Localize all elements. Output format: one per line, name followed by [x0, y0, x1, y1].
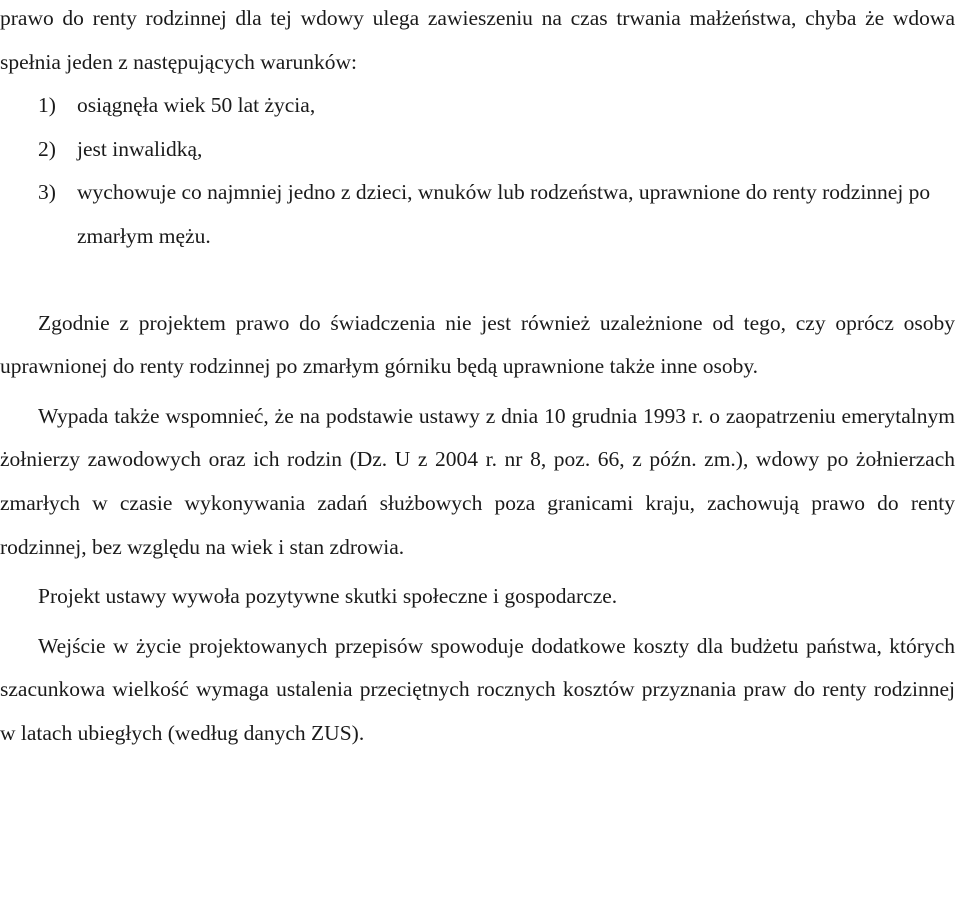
list-item-number: 2)	[38, 136, 56, 161]
paragraph-soldiers-widows: Wypada także wspomnieć, że na podstawie ustawy z dnia 10 grudnia 1993 r. o zaopatrzeniu emerytalnym żołnierzy zawodowych oraz ich rodzin (Dz. U z 2004 r. nr 8, poz. 66, z późn. zm.), wdowy po żołnierzach zmarłych w czasie wykonywania zadań służbowych poza granicami kraju, zachowują prawo do renty rodzinnej, bez względu na wiek i stan zdrowia.	[0, 403, 955, 559]
intro-paragraph: prawo do renty rodzinnej dla tej wdowy ulega zawieszeniu na czas trwania małżeństwa, chyba że wdowa spełnia jeden z następujących warunków:	[0, 6, 955, 74]
list-item-text: wychowuje co najmniej jedno z dzieci, wnuków lub rodzeństwa, uprawnione do renty rodzinnej po zmarłym mężu.	[77, 180, 931, 248]
list-item	[0, 171, 955, 258]
list-item	[0, 128, 955, 172]
list-item-text: osiągnęła wiek 50 lat życia,	[77, 93, 316, 118]
list-item	[0, 84, 955, 128]
list-item-number: 3)	[38, 180, 56, 205]
paragraph-costs: Wejście w życie projektowanych przepisów spowoduje dodatkowe koszty dla budżetu państwa, których szacunkowa wielkość wymaga ustalenia przeciętnych rocznych kosztów przyznania praw do renty rodzinnej w latach ubiegłych (według danych ZUS).	[0, 633, 955, 745]
paragraph-eligibility: Zgodnie z projektem prawo do świadczenia nie jest również uzależnione od tego, czy oprócz osoby uprawnionej do renty rodzinnej po zmarłym górniku będą uprawnione także inne osoby.	[0, 310, 955, 379]
conditions-list	[0, 84, 955, 258]
paragraph-spacer	[0, 259, 955, 302]
list-item-text: jest inwalidką,	[77, 136, 203, 161]
list-item-number: 1)	[38, 93, 56, 118]
paragraph-effects: Projekt ustawy wywoła pozytywne skutki społeczne i gospodarcze.	[38, 584, 618, 609]
